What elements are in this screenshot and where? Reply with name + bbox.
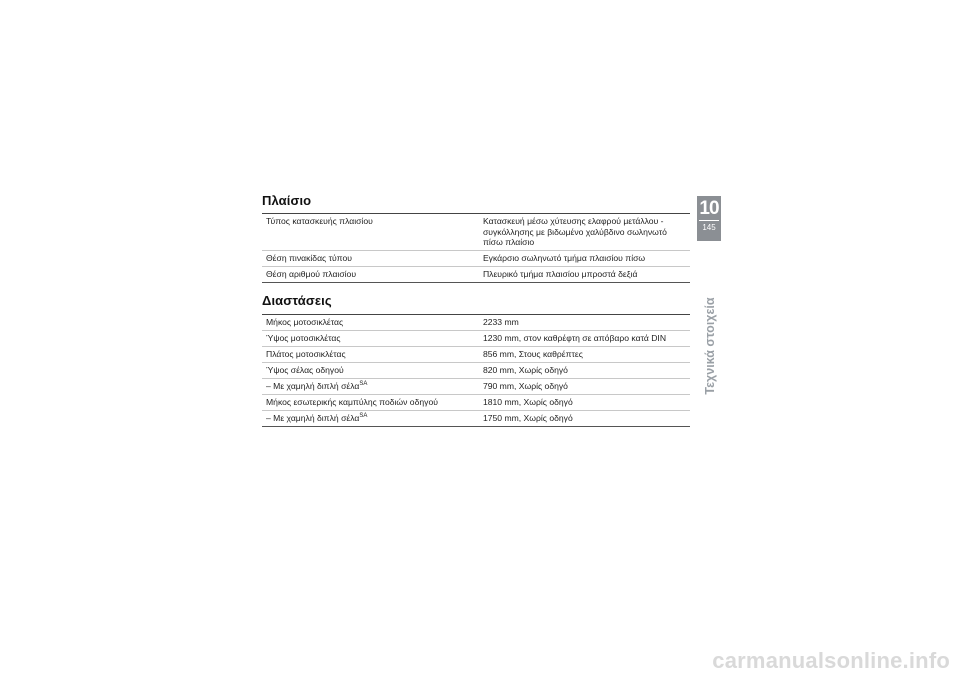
table-row	[262, 267, 690, 283]
row-label-cell	[262, 379, 475, 395]
row-label: Θέση πινακίδας τύπου	[262, 251, 475, 267]
row-label: Τύπος κατασκευής πλαισίου	[262, 214, 475, 251]
row-label: Ύψος μοτοσικλέτας	[262, 331, 475, 347]
table-row	[262, 331, 690, 347]
table-row	[262, 315, 690, 331]
row-label: Πλάτος μοτοσικλέτας	[262, 347, 475, 363]
row-value: 820 mm, Χωρίς οδηγό	[475, 363, 690, 379]
tab-divider	[699, 220, 719, 221]
chapter-tab	[697, 196, 721, 241]
table-row	[262, 379, 690, 395]
side-chapter-title: Τεχνικά στοιχεία	[703, 297, 717, 395]
row-value: Εγκάρσιο σωληνωτό τμήμα πλαισίου πίσω	[475, 251, 690, 267]
option-superscript: SA	[359, 413, 368, 419]
table-row	[262, 347, 690, 363]
document-content	[262, 193, 690, 427]
row-label: Μήκος εσωτερικής καμπύλης ποδιών οδηγού	[262, 395, 475, 411]
row-value: 790 mm, Χωρίς οδηγό	[475, 379, 690, 395]
frame-table	[262, 213, 690, 283]
table-row	[262, 251, 690, 267]
table-row	[262, 411, 690, 427]
row-label: Ύψος σέλας οδηγού	[262, 363, 475, 379]
table-row	[262, 395, 690, 411]
table-row	[262, 363, 690, 379]
row-value: Κατασκευή μέσω χύτευσης ελαφρού μετάλλου - συγκόλλησης με βιδωμένο χαλύβδινο σωληνωτό πίσω πλαίσιο	[475, 214, 690, 251]
row-value: 2233 mm	[475, 315, 690, 331]
row-value: 1230 mm, στον καθρέφτη σε απόβαρο κατά DIN	[475, 331, 690, 347]
row-value: Πλευρικό τμήμα πλαισίου μπροστά δεξιά	[475, 267, 690, 283]
option-superscript: SA	[359, 381, 368, 387]
section-title-frame: Πλαίσιο	[262, 193, 312, 208]
table-row	[262, 214, 690, 251]
row-value: 856 mm, Στους καθρέπτες	[475, 347, 690, 363]
section-title-dimensions: Διαστάσεις	[262, 293, 332, 308]
page-number: 145	[702, 223, 716, 232]
row-value: 1810 mm, Χωρίς οδηγό	[475, 395, 690, 411]
chapter-number: 10	[699, 198, 719, 219]
dimensions-table	[262, 314, 690, 427]
row-label: Μήκος μοτοσικλέτας	[262, 315, 475, 331]
row-label-cell	[262, 411, 475, 427]
row-label: – Με χαμηλή διπλή σέλα	[266, 413, 360, 423]
row-label: – Με χαμηλή διπλή σέλα	[266, 381, 360, 391]
row-label: Θέση αριθμού πλαισίου	[262, 267, 475, 283]
row-value: 1750 mm, Χωρίς οδηγό	[475, 411, 690, 427]
watermark: carmanualsonline.info	[712, 648, 950, 673]
